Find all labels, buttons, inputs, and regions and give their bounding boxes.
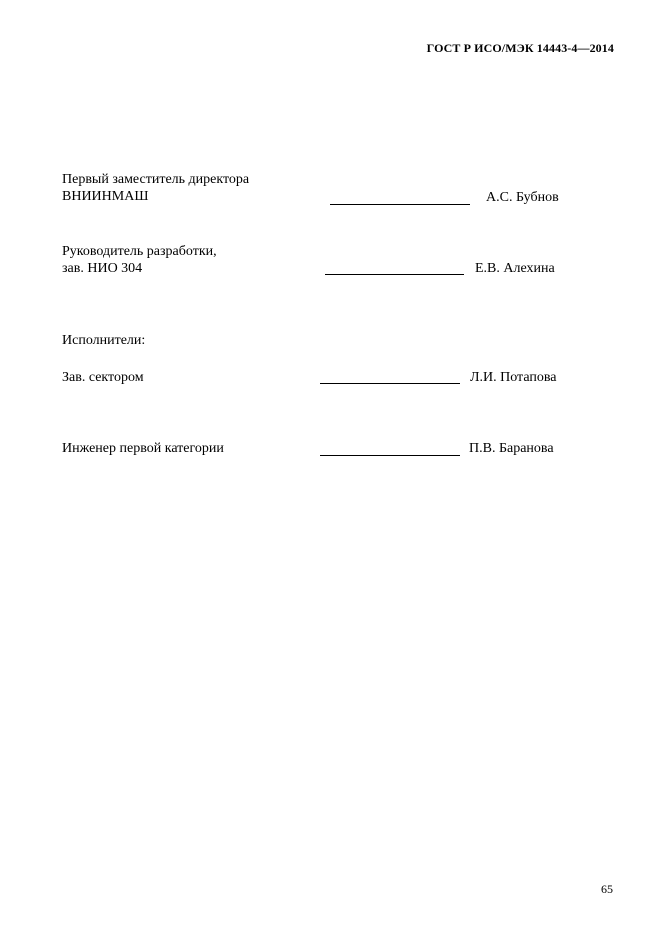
signature-line-3 [320,383,460,384]
signatory-3-name: Л.И. Потапова [470,370,557,385]
signature-line-2 [325,274,464,275]
signatory-1-position-line1: Первый заместитель директора [62,172,250,187]
page-number: 65 [601,882,613,896]
signature-line-1 [330,204,470,205]
signatory-3-position: Зав. сектором [62,370,144,385]
signatory-4-position: Инженер первой категории [62,441,224,456]
signature-line-4 [320,455,460,456]
signatory-2-name: Е.В. Алехина [475,261,555,276]
standard-header: ГОСТ Р ИСО/МЭК 14443-4—2014 [426,41,614,55]
signatory-2-position-line1: Руководитель разработки, [62,244,217,259]
executors-heading: Исполнители: [62,333,146,348]
signatory-1-position-line2: ВНИИНМАШ [62,189,149,204]
signatory-4-name: П.В. Баранова [469,441,554,456]
signatory-2-position-line2: зав. НИО 304 [62,261,143,276]
signatory-1-name: А.С. Бубнов [486,190,559,205]
